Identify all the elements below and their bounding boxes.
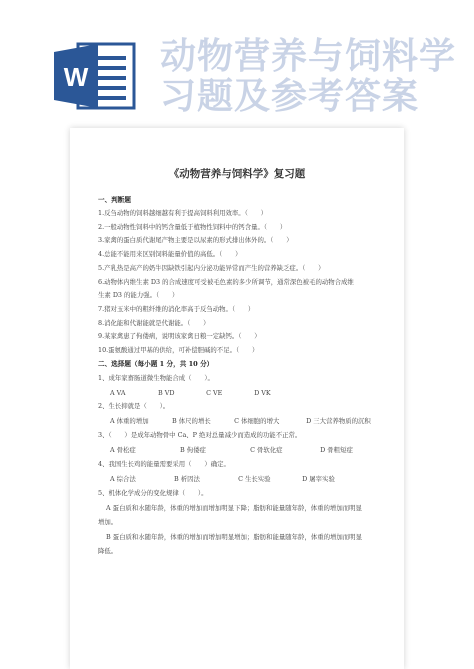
question-5-option-b: B 蛋白质和水随年龄，体重的增加而增加明显增加；脂肪和能量随年龄，体重的增加而明显 xyxy=(106,533,362,541)
option: C 生长实验 xyxy=(238,475,271,483)
question-1: 1、成年家畜肠道微生物能合成（ ）。 xyxy=(98,374,214,382)
banner-title-line-2: 习题及参考答案 xyxy=(160,76,420,117)
question-5: 5、机体化学成分的变化规律（ ）。 xyxy=(98,489,208,497)
document-title: 《动物营养与饲料学》复习题 xyxy=(168,168,306,180)
question-3: 3、（ ）是成年动物骨中 Ca、P 绝对总量减少而造成的功能不正常。 xyxy=(98,431,302,439)
question-5-option-a: A 蛋白质和水随年龄，体重的增加而增加明显下降；脂肪和能量随年龄，体重的增加而明显 xyxy=(106,504,362,512)
banner xyxy=(0,0,474,117)
banner-title-line-1: 动物营养与饲料学 xyxy=(160,36,457,77)
document-page xyxy=(70,128,404,669)
option: B 析因法 xyxy=(174,475,200,483)
option: D VK xyxy=(254,389,271,397)
list-item: 10.蛋氨酸通过甲基的供给，可补偿胆碱的不足。（ ） xyxy=(98,346,259,354)
list-item: 9.某家禽患了佝偻病，说明该家禽日粮一定缺钙。（ ） xyxy=(98,332,261,340)
option: A 体重的增加 xyxy=(110,417,149,425)
question-4-options xyxy=(110,476,390,482)
list-item: 6.动物体内维生素 D3 的合成速度可受被毛色素的多少所调节，通常深色被毛的动物合成维 xyxy=(98,278,354,286)
option: B 体尺的增长 xyxy=(172,417,211,425)
option: C 体细胞的增大 xyxy=(234,417,280,425)
option: B VD xyxy=(158,389,175,397)
list-item: 2.一般动物性饲料中的钙含量低于植物性饲料中的钙含量。（ ） xyxy=(98,223,287,231)
option: C 骨软化症 xyxy=(250,446,283,454)
list-item: 生素 D3 的能力强。（ ） xyxy=(98,291,179,299)
option: A 骨松症 xyxy=(110,446,136,454)
option: D 三大营养物质的沉积 xyxy=(306,417,371,425)
option: D 屠宰实验 xyxy=(302,475,335,483)
list-item: 7.猪对玉米中的粗纤维的消化率高于反刍动物。（ ） xyxy=(98,305,255,313)
question-3-options xyxy=(110,447,390,453)
question-2: 2、生长抑就是（ ）。 xyxy=(98,402,170,410)
svg-text:W: W xyxy=(63,62,89,92)
option: A VA xyxy=(110,389,126,397)
section-heading-choice: 二、选择题（每小题 1 分，共 10 分） xyxy=(98,360,214,368)
list-item: 8.消化能和代谢能就是代谢能。（ ） xyxy=(98,319,210,327)
question-1-options xyxy=(110,390,390,396)
question-5-option-b-cont: 降低。 xyxy=(98,547,118,555)
word-document-icon xyxy=(52,40,138,112)
list-item: 1.反刍动物的饲料越细越有利于提高饲料利用效率。（ ） xyxy=(98,209,268,217)
list-item: 5.产乳热是高产的奶牛因缺铁引起内分泌功能异常而产生的营养缺乏症。（ ） xyxy=(98,264,325,272)
option: D 骨粗短症 xyxy=(320,446,353,454)
list-item: 4.总能不能用来区别饲料能量价值的高低。（ ） xyxy=(98,250,242,258)
question-2-options xyxy=(110,418,390,424)
section-heading-judgement: 一、判断题 xyxy=(98,196,131,204)
option: B 佝偻症 xyxy=(180,446,206,454)
list-item: 3.家禽的蛋白质代谢尾产物主要是以尿素的形式排出体外的。（ ） xyxy=(98,236,293,244)
option: A 综合法 xyxy=(110,475,136,483)
option: C VE xyxy=(206,389,223,397)
question-5-option-a-cont: 增加。 xyxy=(98,518,118,526)
question-4: 4、我国生长鸡的能量需要采用（ ）确定。 xyxy=(98,460,230,468)
